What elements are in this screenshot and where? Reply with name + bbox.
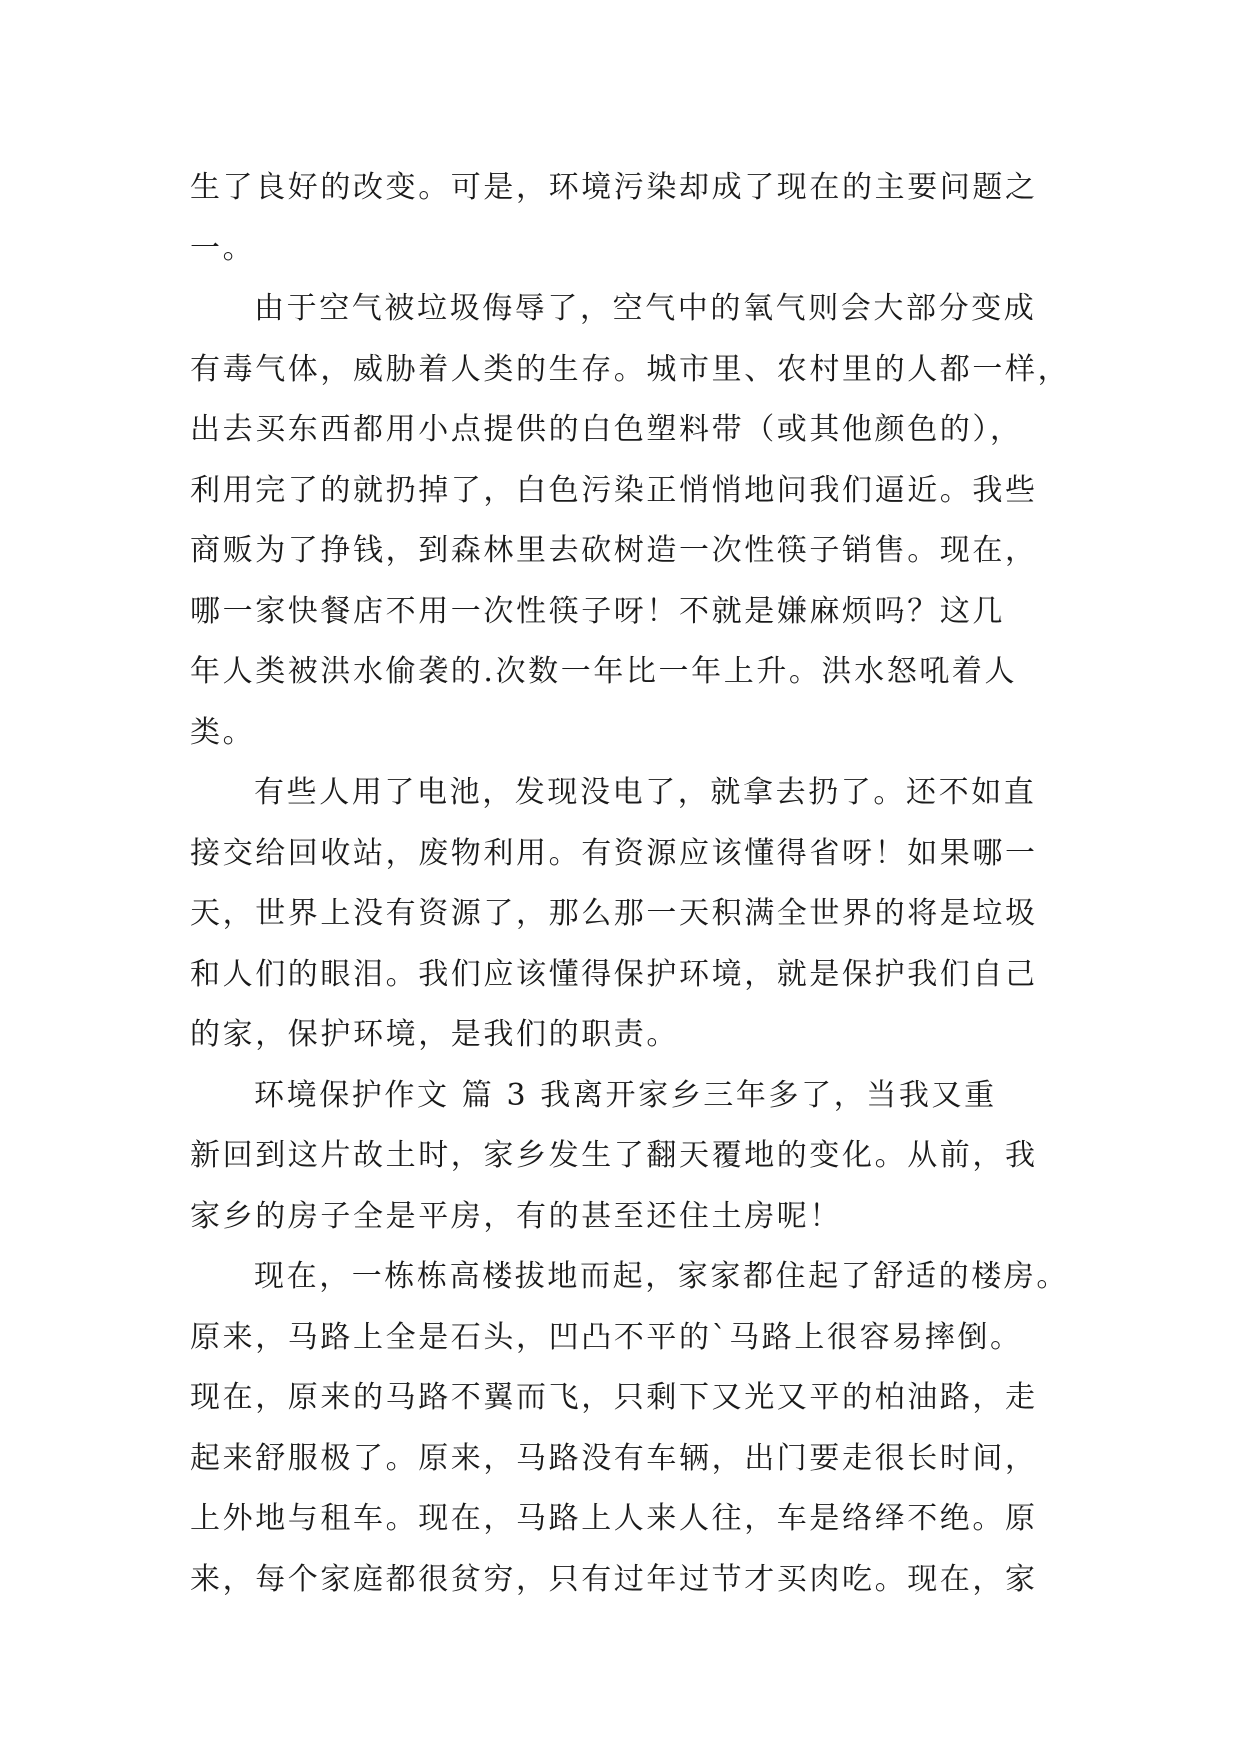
text-line: 和人们的眼泪。我们应该懂得保护环境，就是保护我们自己 [190,956,1038,992]
text-line: 接交给回收站，废物利用。有资源应该懂得省呀！如果哪一 [190,835,1038,871]
text-line: 生了良好的改变。可是，环境污染却成了现在的主要问题之 [190,170,1038,205]
text-line: 有些人用了电池，发现没电了，就拿去扔了。还不如直 [254,775,1037,810]
text-line: 商贩为了挣钱，到森林里去砍树造一次性筷子销售。现在， [190,533,1038,568]
text-line: 的家，保护环境，是我们的职责。 [190,1017,679,1052]
text-line: 新回到这片故土时，家乡发生了翻天覆地的变化。从前，我 [190,1138,1038,1173]
text-line: 有毒气体，威胁着人类的生存。城市里、农村里的人都一样， [190,351,1071,387]
text-line: 一。 [190,230,256,266]
text-line: 年人类被洪水偷袭的.次数一年比一年上升。洪水怒吼着人 [190,654,1018,689]
text-line: 环境保护作文 篇 3 我离开家乡三年多了，当我又重 [254,1077,997,1113]
essay-body [190,158,1071,1610]
text-line: 现在，原来的马路不翼而飞，只剩下又光又平的柏油路，走 [190,1380,1038,1415]
text-line: 现在，一栋栋高楼拔地而起，家家都住起了舒适的楼房。 [254,1259,1069,1294]
text-line: 类。 [190,714,256,750]
text-line: 出去买东西都用小点提供的白色塑料带（或其他颜色的）， [190,412,1023,447]
text-line: 来，每个家庭都很贫穷，只有过年过节才买肉吃。现在，家 [190,1561,1038,1597]
text-line: 天，世界上没有资源了，那么那一天积满全世界的将是垃圾 [190,896,1038,931]
text-line: 由于空气被垃圾侮辱了，空气中的氧气则会大部分变成 [254,291,1037,326]
text-line: 上外地与租车。现在，马路上人来人往，车是络绎不绝。原 [190,1501,1038,1536]
text-line: 家乡的房子全是平房，有的甚至还住土房呢！ [190,1198,842,1234]
text-line: 起来舒服极了。原来，马路没有车辆，出门要走很长时间， [190,1440,1038,1476]
text-line: 利用完了的就扔掉了，白色污染正悄悄地问我们逼近。我些 [190,472,1038,508]
text-line: 哪一家快餐店不用一次性筷子呀！不就是嫌麻烦吗？这几 [190,593,1005,629]
text-line: 原来，马路上全是石头，凹凸不平的`马路上很容易摔倒。 [190,1319,1023,1355]
